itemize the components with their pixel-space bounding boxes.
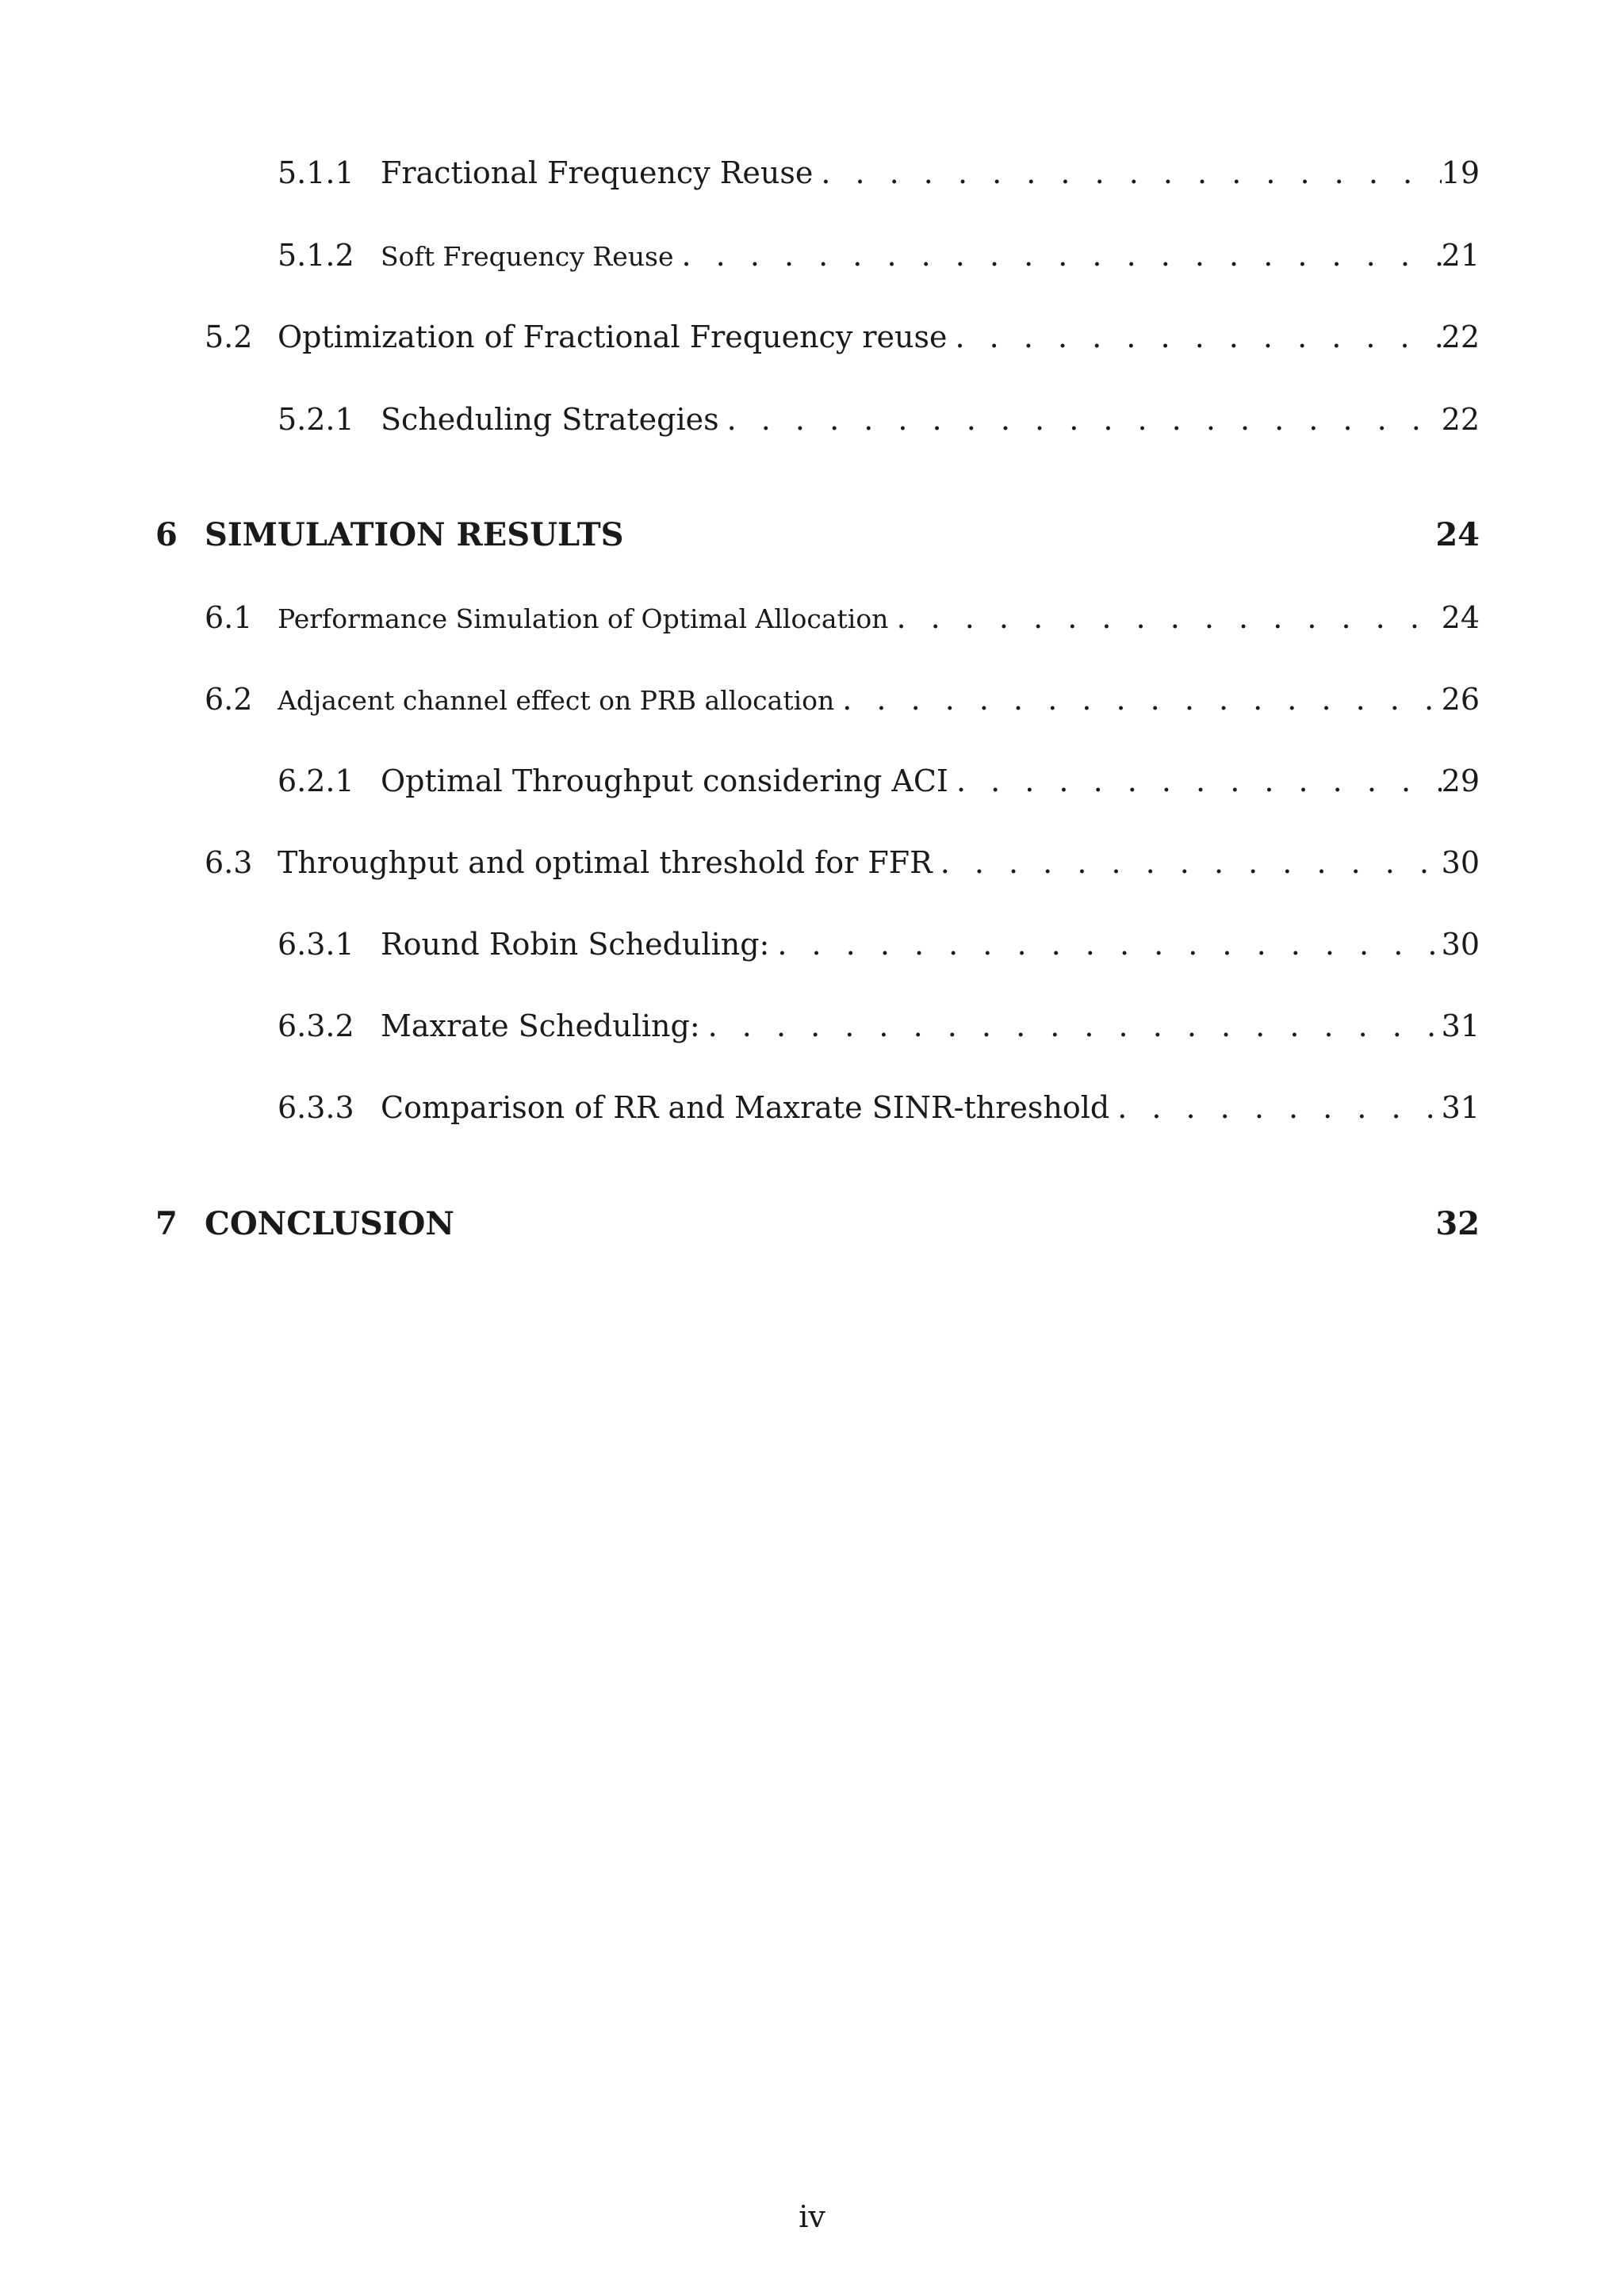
toc-entry[interactable] — [278, 1008, 1480, 1053]
toc-entry-title: Comparison of RR and Maxrate SINR-threshold — [381, 1090, 1117, 1125]
toc-entry-number: 5.2.1 — [278, 402, 354, 437]
toc-entry-title: Performance Simulation of Optimal Allocation — [278, 603, 896, 634]
toc-entry-page: 19 — [1441, 155, 1480, 190]
toc-entry-number: 5.1.1 — [278, 155, 354, 190]
toc-chapter[interactable] — [155, 1205, 1480, 1242]
toc-entry-number: 6.3.3 — [278, 1090, 354, 1125]
toc-entry[interactable] — [278, 1090, 1480, 1135]
toc-entry-page: 29 — [1441, 763, 1480, 798]
dot-leader — [708, 1008, 1442, 1043]
dot-leader — [1117, 1090, 1441, 1125]
chapter-number: 6 — [155, 516, 178, 553]
toc-entry-title: Optimization of Fractional Frequency reuse — [278, 320, 956, 354]
toc-entry-page: 24 — [1441, 600, 1480, 635]
page-number-footer: iv — [799, 2199, 825, 2234]
dot-leader — [842, 682, 1441, 717]
toc-entry-number: 6.2.1 — [278, 763, 354, 798]
toc-entry[interactable] — [278, 238, 1480, 282]
toc-entry[interactable] — [205, 845, 1480, 890]
toc-entry-title: Adjacent channel effect on PRB allocation — [278, 685, 842, 716]
toc-entry[interactable] — [278, 927, 1480, 971]
toc-entry-page: 22 — [1441, 402, 1480, 437]
toc-entry-number: 5.1.2 — [278, 238, 354, 273]
toc-entry-title: Optimal Throughput considering ACI — [381, 763, 956, 798]
toc-entry-page: 31 — [1441, 1008, 1480, 1043]
toc-entry-title: Throughput and optimal threshold for FFR — [278, 845, 940, 880]
toc-entry[interactable] — [278, 155, 1480, 200]
toc-entry-title: Scheduling Strategies — [381, 402, 727, 437]
toc-entry-page: 31 — [1441, 1090, 1480, 1125]
dot-leader — [682, 238, 1442, 273]
toc-entry[interactable] — [278, 402, 1480, 446]
toc-entry-title: Maxrate Scheduling: — [381, 1008, 708, 1043]
toc-entry-number: 6.2 — [205, 682, 253, 717]
dot-leader — [821, 155, 1441, 190]
toc-entry-title: Soft Frequency Reuse — [381, 241, 682, 272]
toc-entry-number: 6.3.2 — [278, 1008, 354, 1043]
chapter-title: SIMULATION RESULTS — [205, 516, 624, 553]
toc-entry[interactable] — [205, 320, 1480, 364]
toc-entry[interactable] — [205, 600, 1480, 645]
dot-leader — [896, 600, 1441, 635]
chapter-page: 24 — [1435, 516, 1480, 553]
chapter-title: CONCLUSION — [205, 1205, 454, 1242]
toc-entry-page: 21 — [1441, 238, 1480, 273]
toc-entry-page: 22 — [1441, 320, 1480, 354]
toc-entry-page: 30 — [1441, 845, 1480, 880]
chapter-page: 32 — [1435, 1205, 1480, 1242]
toc-entry-number: 6.3.1 — [278, 927, 354, 962]
toc-entry-page: 30 — [1441, 927, 1480, 962]
dot-leader — [777, 927, 1441, 962]
dot-leader — [727, 402, 1442, 437]
toc-entry[interactable] — [278, 763, 1480, 808]
toc-entry-page: 26 — [1441, 682, 1480, 717]
chapter-number: 7 — [155, 1205, 178, 1242]
toc-entry-number: 6.1 — [205, 600, 253, 635]
toc-entry-number: 5.2 — [205, 320, 253, 354]
toc-entry[interactable] — [205, 682, 1480, 726]
toc-entry-title: Round Robin Scheduling: — [381, 927, 777, 962]
dot-leader — [940, 845, 1442, 880]
toc-chapter[interactable] — [155, 516, 1480, 553]
dot-leader — [956, 320, 1442, 354]
dot-leader — [956, 763, 1442, 798]
toc-entry-number: 6.3 — [205, 845, 253, 880]
toc-entry-title: Fractional Frequency Reuse — [381, 155, 821, 190]
